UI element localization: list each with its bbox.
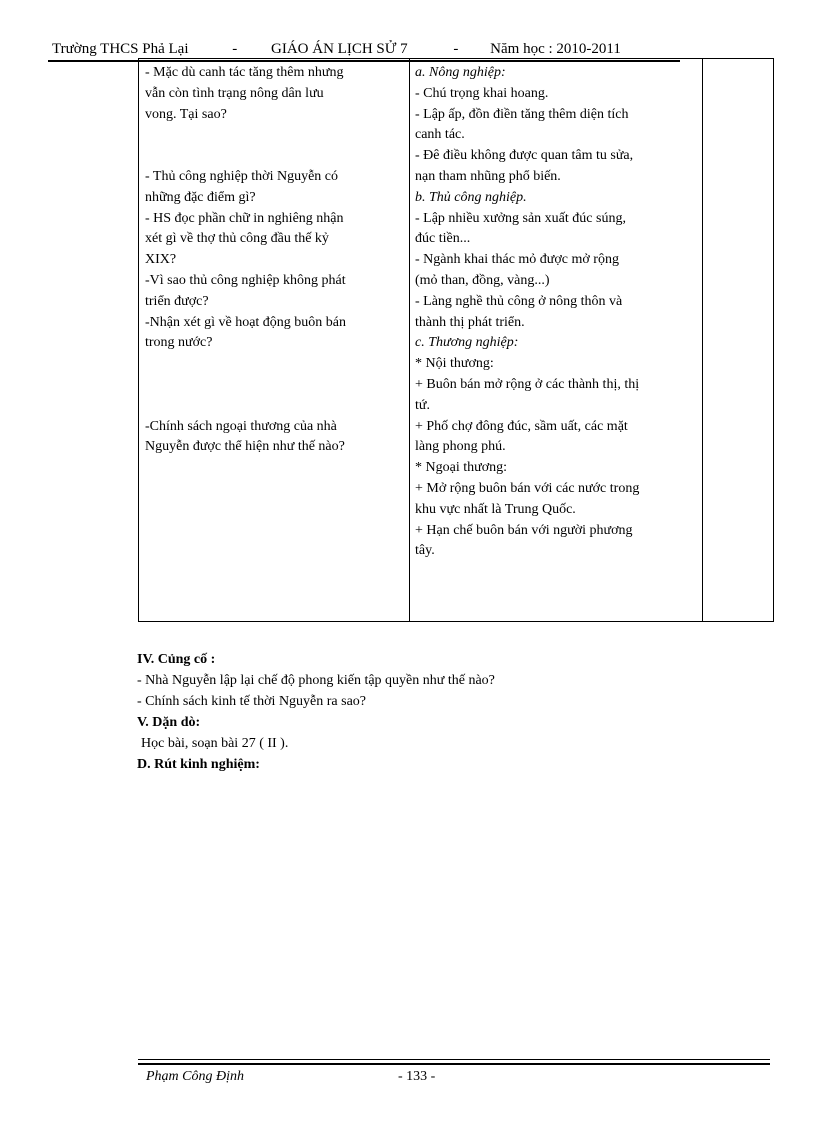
content-line: - Lập nhiều xưởng sản xuất đúc súng, (415, 210, 626, 226)
question-line: những đặc điểm gì? (145, 189, 256, 205)
content-line: - Lập ấp, đồn điền tăng thêm diện tích (415, 106, 629, 122)
content-line: + Mở rộng buôn bán với các nước trong (415, 480, 640, 496)
question-line: -Vì sao thủ công nghiệp không phát (145, 272, 346, 288)
question-line: - Thủ công nghiệp thời Nguyễn có (145, 168, 338, 184)
content-line: * Ngoại thương: (415, 460, 507, 476)
content-line: canh tác. (415, 127, 465, 143)
blank-line (145, 396, 407, 417)
question-line: - HS đọc phần chữ in nghiêng nhận (145, 210, 344, 226)
homework-heading: V. Dặn dò: (137, 715, 201, 730)
section-heading: c. Thương nghiệp: (415, 335, 519, 351)
content-line: - Đê điều không được quan tâm tu sửa, (415, 148, 634, 164)
header-separator: - (232, 41, 238, 57)
content-line: (mỏ than, đồng, vàng...) (415, 272, 550, 288)
content-line: tứ. (415, 397, 430, 413)
footer-author: Phạm Công Định (146, 1069, 244, 1084)
school-name: Trường THCS Phả Lại (52, 41, 189, 57)
content-line: - Ngành khai thác mỏ được mở rộng (415, 252, 619, 268)
lesson-table (138, 58, 774, 622)
page-header (52, 40, 692, 58)
consolidation-item: - Chính sách kinh tế thời Nguyễn ra sao? (137, 694, 367, 709)
column-divider (702, 59, 703, 621)
content-line: - Làng nghề thủ công ở nông thôn và (415, 293, 623, 309)
lesson-content-cell (415, 63, 697, 562)
question-line: xét gì về thợ thủ công đầu thế kỷ (145, 231, 329, 247)
question-line: trong nước? (145, 335, 213, 351)
lesson-summary (137, 649, 757, 775)
question-line: -Nhận xét gì về hoạt động buôn bán (145, 314, 347, 330)
content-line: + Buôn bán mở rộng ở các thành thị, thị (415, 376, 640, 392)
content-line: + Hạn chế buôn bán với người phương (415, 522, 633, 538)
document-subject: GIÁO ÁN LỊCH SỬ 7 (271, 41, 408, 57)
consolidation-heading: IV. Củng cố : (137, 652, 216, 667)
content-line: đúc tiền... (415, 231, 471, 247)
content-line: làng phong phú. (415, 439, 506, 455)
content-line: nạn tham nhũng phổ biến. (415, 168, 561, 184)
section-heading: a. Nông nghiệp: (415, 65, 506, 80)
content-line: - Chú trọng khai hoang. (415, 85, 549, 101)
question-line: vong. Tại sao? (145, 106, 227, 122)
teacher-questions-cell (145, 63, 407, 458)
column-divider (409, 59, 410, 621)
consolidation-item: - Nhà Nguyễn lập lại chế độ phong kiến tập quyền như thế nào? (137, 673, 495, 688)
blank-line (145, 125, 407, 146)
question-line: triển được? (145, 293, 209, 309)
page-number: - 133 - (398, 1069, 436, 1084)
content-line: * Nội thương: (415, 356, 494, 372)
footer-rule (138, 1063, 770, 1065)
question-line: XIX? (145, 252, 177, 268)
content-line: thành thị phát triển. (415, 314, 525, 330)
footer-rule (138, 1059, 770, 1060)
content-line: tây. (415, 543, 435, 559)
blank-line (145, 354, 407, 375)
school-year: Năm học : 2010-2011 (490, 41, 621, 57)
blank-line (145, 375, 407, 396)
content-line: khu vực nhất là Trung Quốc. (415, 501, 576, 517)
question-line: - Mặc dù canh tác tăng thêm nhưng (145, 65, 344, 80)
question-line: vẫn còn tình trạng nông dân lưu (145, 85, 324, 101)
homework-text: Học bài, soạn bài 27 ( II ). (141, 736, 289, 751)
question-line: Nguyễn được thể hiện như thế nào? (145, 439, 345, 455)
question-line: -Chính sách ngoại thương của nhà (145, 418, 337, 434)
experience-heading: D. Rút kinh nghiệm: (137, 757, 260, 772)
content-line: + Phố chợ đông đúc, sầm uất, các mặt (415, 418, 628, 434)
blank-line (145, 146, 407, 167)
header-separator: - (453, 41, 459, 57)
section-heading: b. Thủ công nghiệp. (415, 189, 527, 205)
